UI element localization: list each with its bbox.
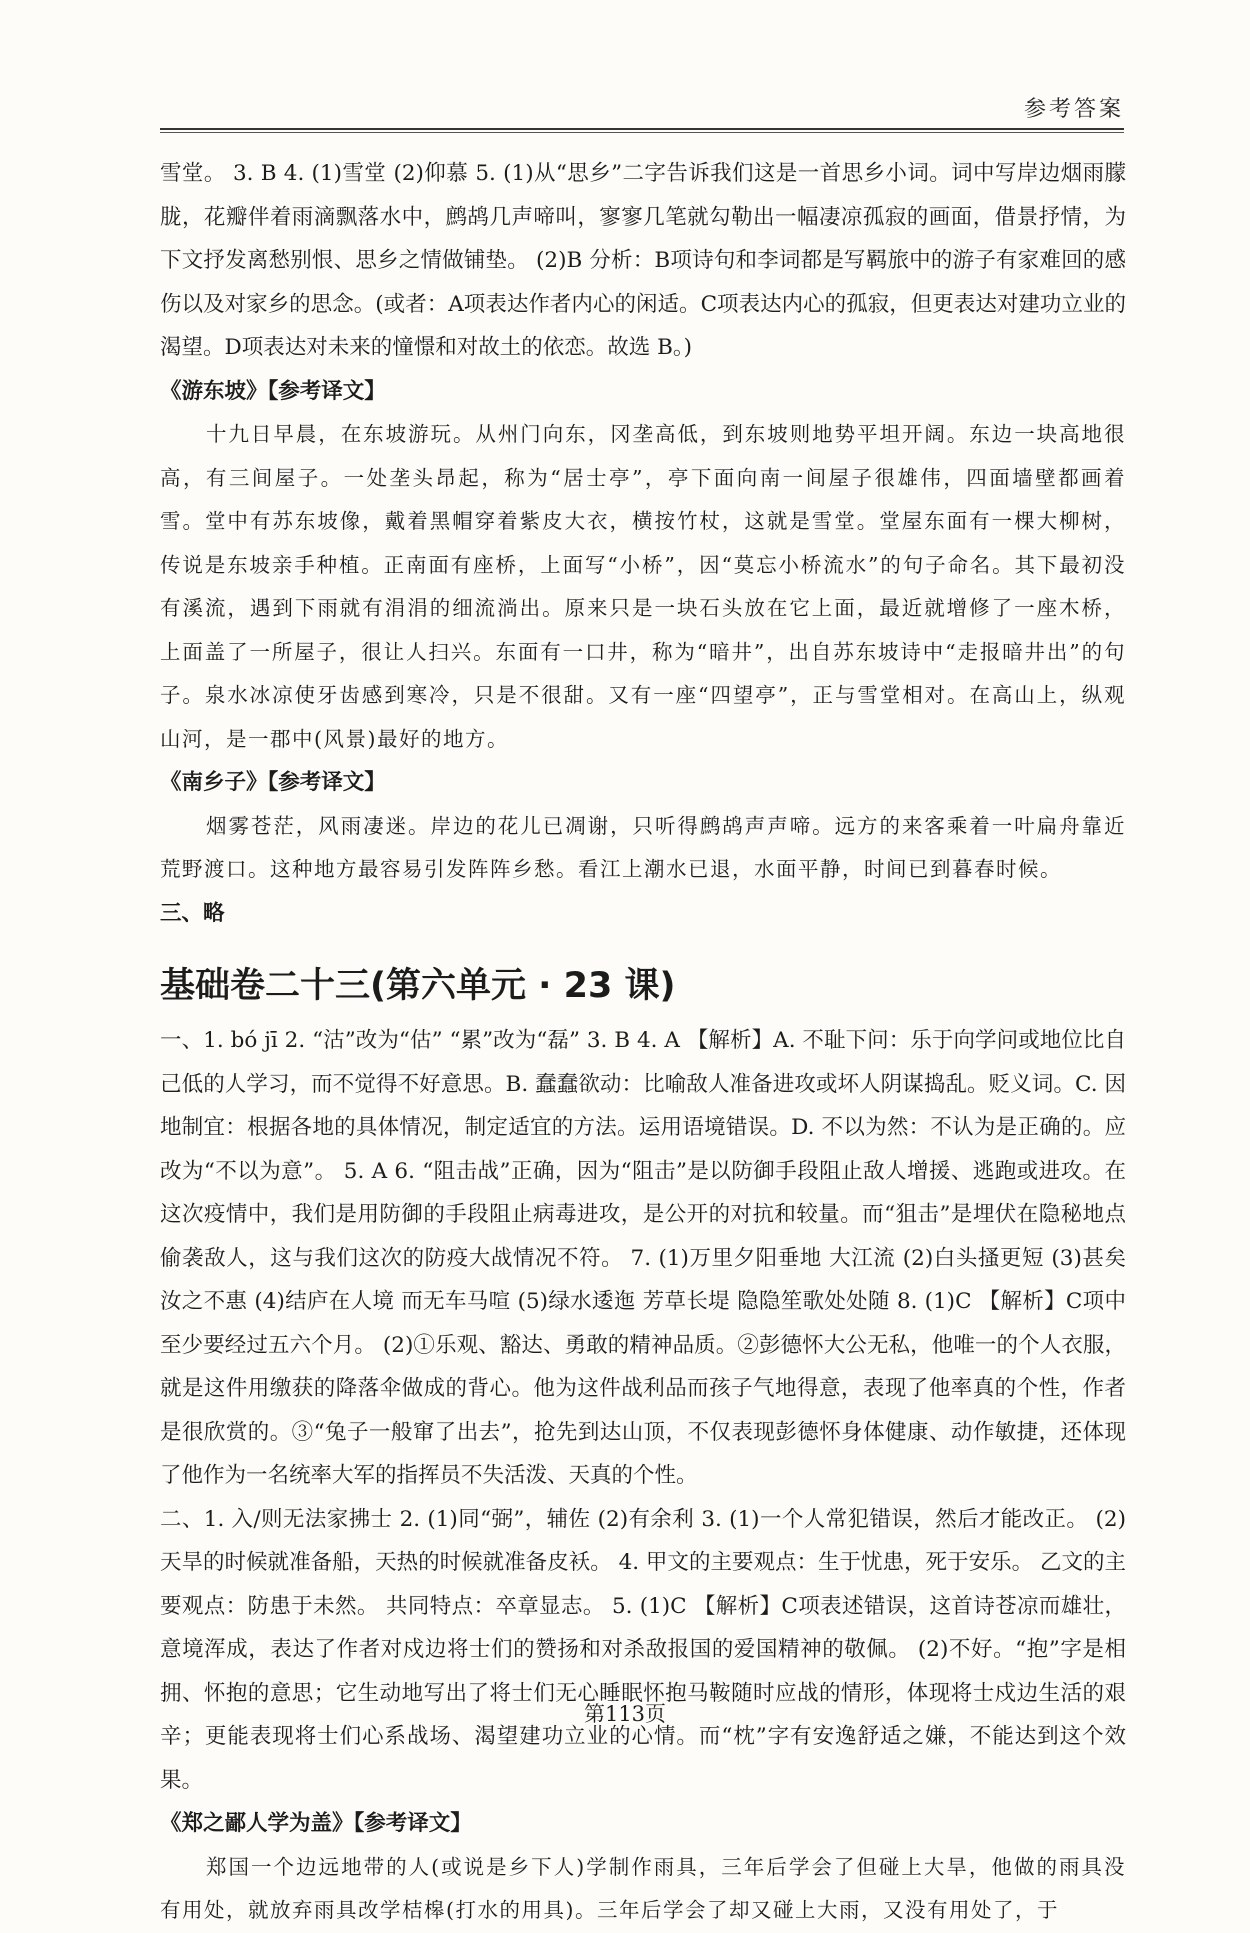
header-rule (160, 128, 1124, 130)
running-header: 参考答案 (1023, 97, 1124, 122)
header-rule-thin (160, 132, 1124, 133)
section-heading: 《南乡子》【参考译文】 (160, 770, 386, 795)
section-heading: 《游东坡》【参考译文】 (160, 378, 386, 404)
page-content (160, 152, 1126, 1933)
answer-paragraph: 一、1. bó jī 2. “沽”改为“估” “累”改为“磊” 3. B 4. A 【解析】A. 不耻下问：乐于向学问或地位比自己低的人学习，而不觉得不好意思。B. 蠢蠢欲动：比喻敌人准备进攻或坏人阴谋捣乱。贬义词。C. 因地制宜：根据各地的具体情况，制定适宜的方法。运用语境错误。D. 不以为然：不认为是正确的。应改为“不以为意”。 5. A 6. “阻击战”正确，因为“阻击”是以防御手段阻止敌人增援、逃跑或进攻。在这次疫情中，我们是用防御的手段阻止病毒进攻，是公开的对抗和较量。而“狙击”是埋伏在隐秘地点偷袭敌人，这与我们这次的防疫大战情况不符。 7. (1)万里夕阳垂地 大江流 (2)白头搔更短 (3)甚矣 汝之不惠 (4)结庐在人境 而无车马喧 (5)绿水逶迤 芳草长堤 隐隐笙歌处处随 8. (1)C 【解析】C项中至少要经过五六个月。 (2)①乐观、豁达、勇敢的精神品质。②彭德怀大公无私，他唯一的个人衣服，就是这件用缴获的降落伞做成的背心。他为这件战利品而孩子气地得意，表现了他率真的个性，作者是很欣赏的。③“兔子一般窜了出去”，抢先到达山顶，不仅表现彭德怀身体健康、动作敏捷，还体现了他作为一名统率大军的指挥员不失活泼、天真的个性。 (160, 1028, 1126, 1488)
translation-paragraph: 十九日早晨，在东坡游玩。从州门向东，冈垄高低，到东坡则地势平坦开阔。东边一块高地很高，有三间屋子。一处垄头昂起，称为“居士亭”，亭下面向南一间屋子很雄伟，四面墙壁都画着雪。堂中有苏东坡像，戴着黑帽穿着紫皮大衣，横按竹杖，这就是雪堂。堂屋东面有一棵大柳树，传说是东坡亲手种植。正南面有座桥，上面写“小桥”，因“莫忘小桥流水”的句子命名。其下最初没有溪流，遇到下雨就有涓涓的细流淌出。原来只是一块石头放在它上面，最近就增修了一座木桥，上面盖了一所屋子，很让人扫兴。东面有一口井，称为“暗井”，出自苏东坡诗中“走报暗井出”的句子。泉水冰凉使牙齿感到寒冷，只是不很甜。又有一座“四望亭”，正与雪堂相对。在高山上，纵观山河，是一郡中(风景)最好的地方。 (160, 422, 1126, 751)
chapter-title: 基础卷二十三(第六单元 · 23 课) (160, 966, 676, 1006)
section-heading: 《郑之鄙人学为盖》【参考译文】 (160, 1811, 472, 1836)
answer-paragraph: 二、1. 入/则无法家拂士 2. (1)同“弼”，辅佐 (2)有余利 3. (1)一个人常犯错误，然后才能改正。 (2)天旱的时候就准备船，天热的时候就准备皮袄。 4. 甲文的主要观点：生于忧患，死于安乐。 乙文的主要观点：防患于未然。 共同特点：卒章显志。 5. (1)C 【解析】C项表述错误，这首诗苍凉而雄壮，意境浑成，表达了作者对戍边将士们的赞扬和对杀敌报国的爱国精神的敬佩。 (2)不好。“抱”字是相拥、怀抱的意思；它生动地写出了将士们无心睡眠怀抱马鞍随时应战的情形，体现将士戍边生活的艰辛；更能表现将士们心系战场、渴望建功立业的心情。而“枕”字有安逸舒适之嫌，不能达到这个效果。 (160, 1506, 1126, 1793)
page-number: 第113页 (583, 1702, 667, 1726)
answer-paragraph: 雪堂。 3. B 4. (1)雪堂 (2)仰慕 5. (1)从“思乡”二字告诉我们这是一首思乡小词。词中写岸边烟雨朦胧，花瓣伴着雨滴飘落水中，鹧鸪几声啼叫，寥寥几笔就勾勒出一幅凄凉孤寂的画面，借景抒情，为下文抒发离愁别恨、思乡之情做铺垫。 (2)B 分析：B项诗句和李词都是写羁旅中的游子有家难回的感伤以及对家乡的思念。(或者：A项表达作者内心的闲适。C项表达内心的孤寂，但更表达对建功立业的渴望。D项表达对未来的憧憬和对故土的依恋。故选 B。) (160, 161, 1126, 360)
translation-paragraph: 烟雾苍茫，风雨凄迷。岸边的花儿已凋谢，只听得鹧鸪声声啼。远方的来客乘着一叶扁舟靠近荒野渡口。这种地方最容易引发阵阵乡愁。看江上潮水已退，水面平静，时间已到暮春时候。 (160, 813, 1126, 881)
section-heading: 三、略 (160, 900, 225, 926)
translation-paragraph: 郑国一个边远地带的人(或说是乡下人)学制作雨具，三年后学会了但碰上大旱，他做的雨具没有用处，就放弃雨具改学桔槔(打水的用具)。三年后学会了却又碰上大雨，又没有用处了，于 (160, 1854, 1126, 1922)
